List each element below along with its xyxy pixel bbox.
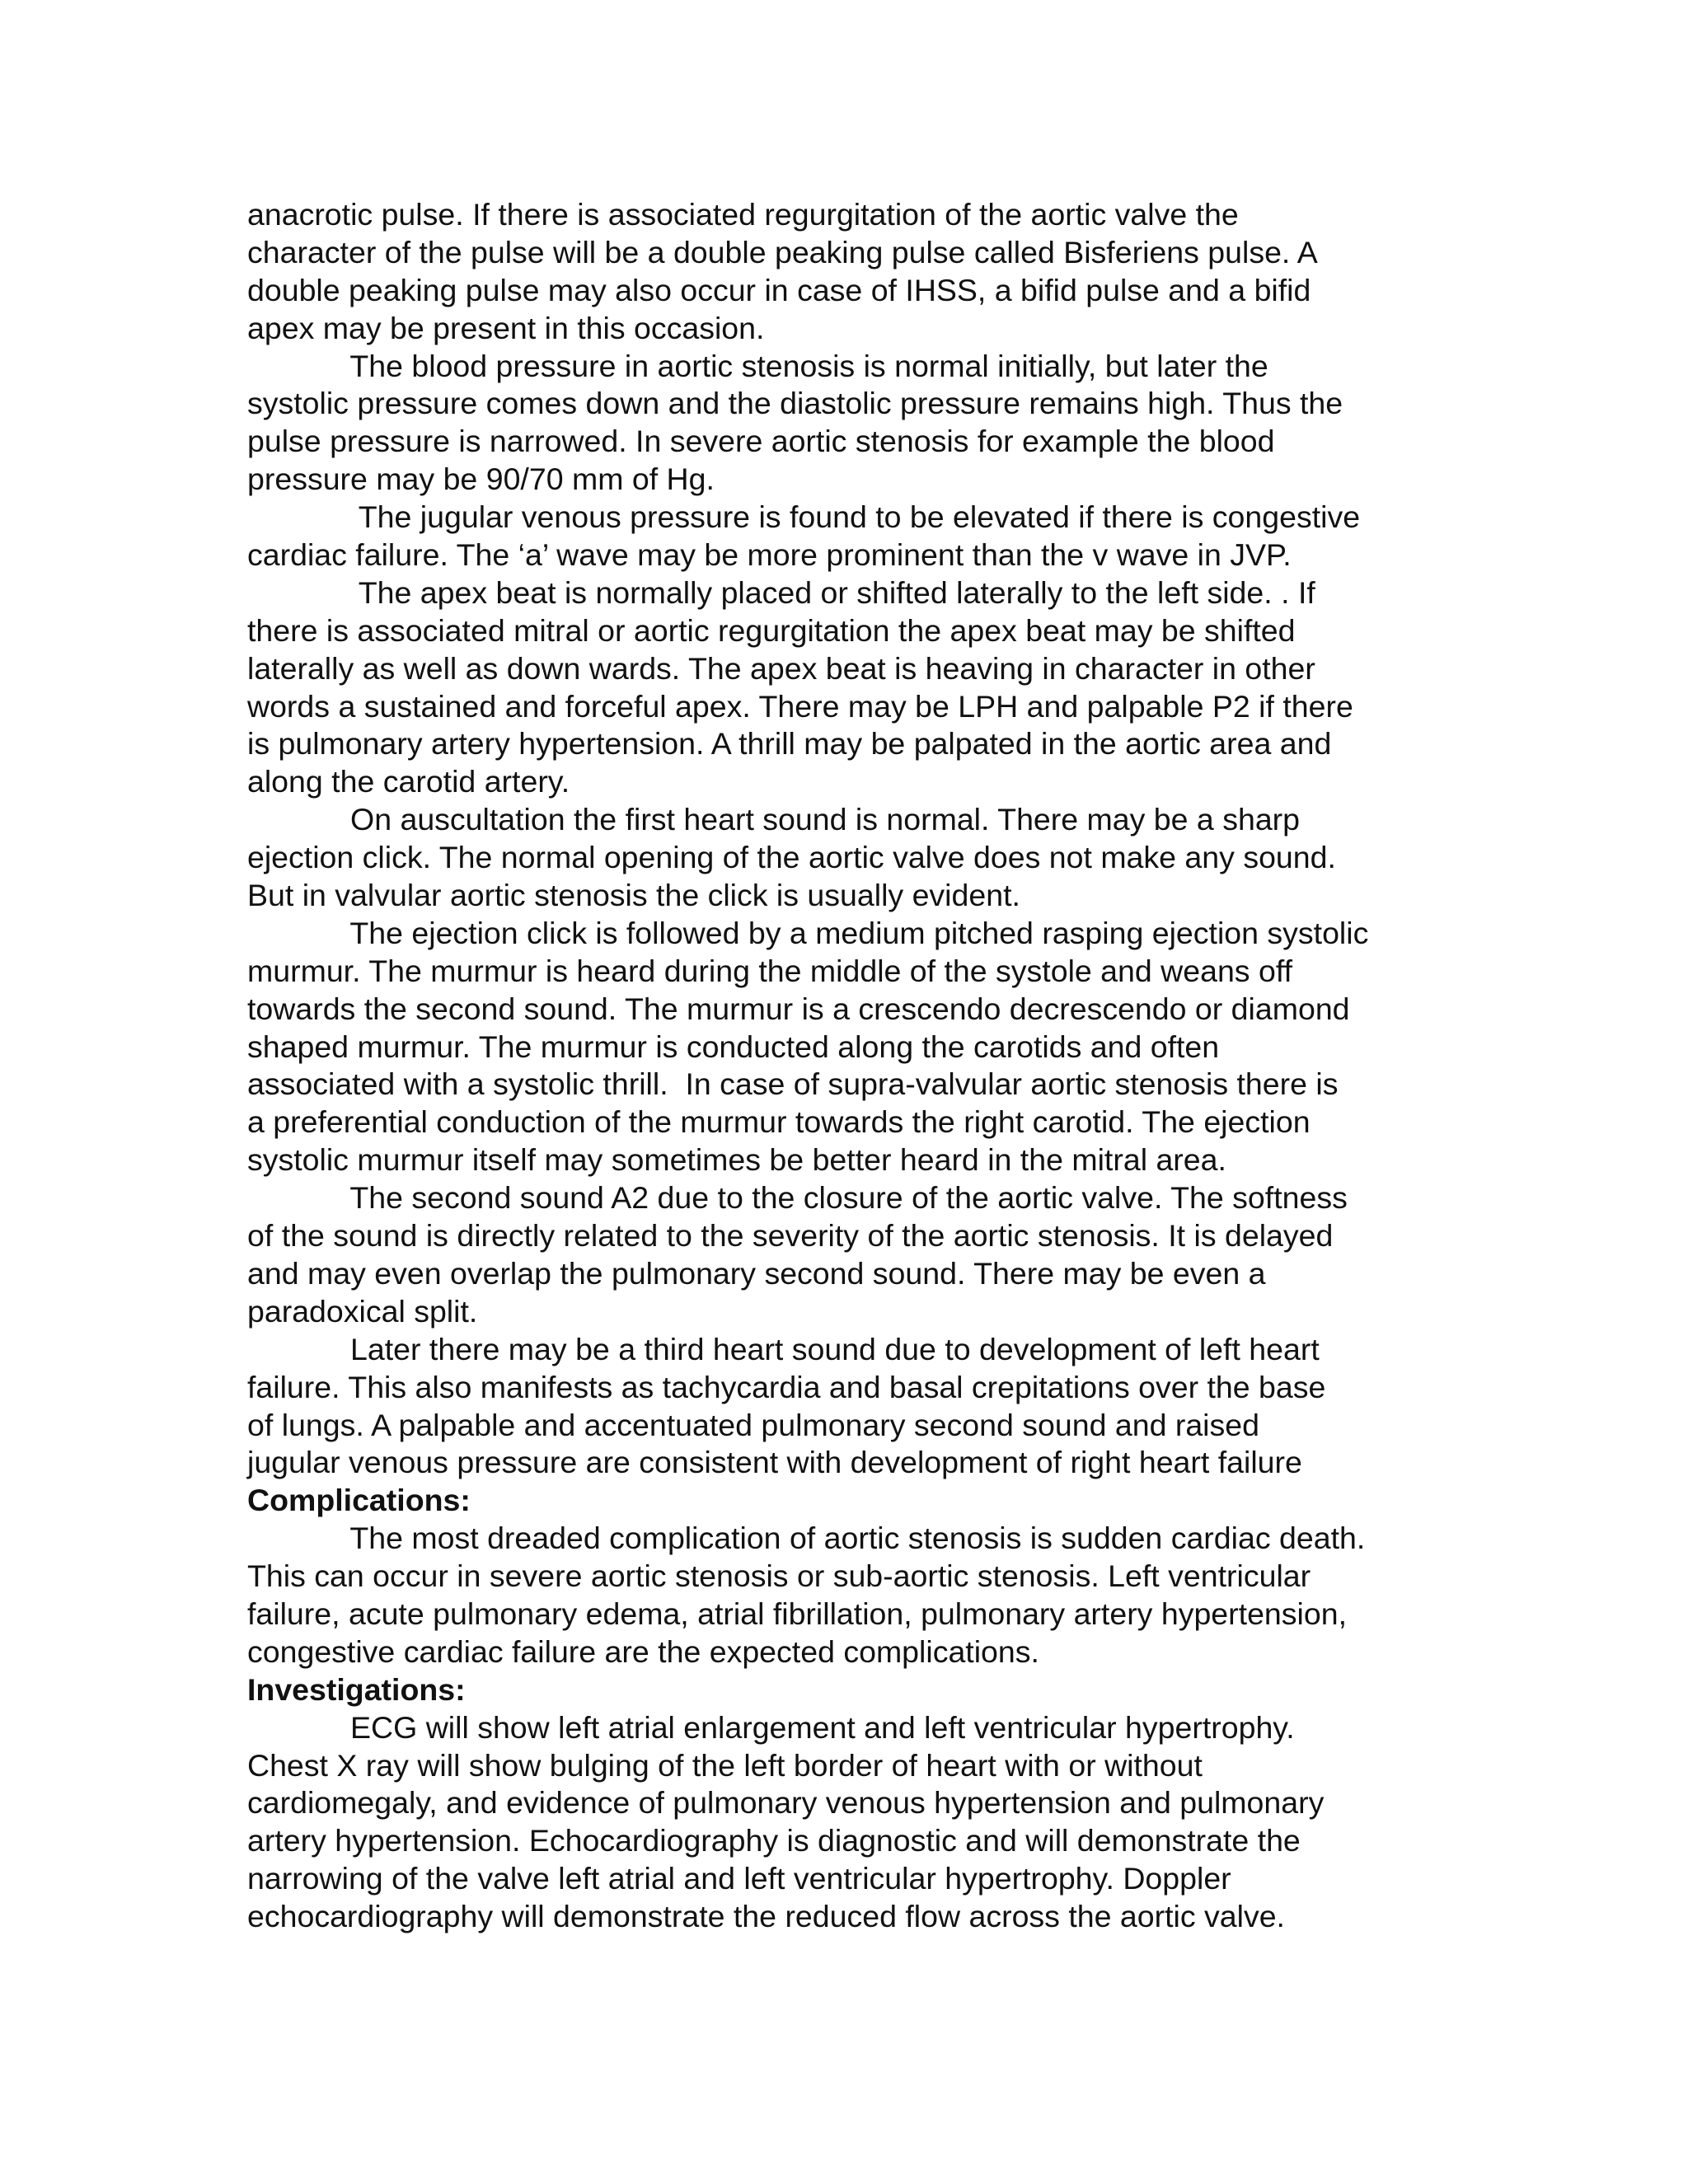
text-line: pressure may be 90/70 mm of Hg. <box>247 462 715 497</box>
text-line: The jugular venous pressure is found to be elevated if there is congestive <box>247 499 1361 535</box>
text-line: a preferential conduction of the murmur towards the right carotid. The ejection <box>247 1104 1311 1140</box>
text-line: towards the second sound. The murmur is a crescendo decrescendo or diamond <box>247 991 1350 1026</box>
text-line: ECG will show left atrial enlargement and left ventricular hypertrophy. <box>247 1709 1295 1745</box>
text-line: apex may be present in this occasion. <box>247 310 765 345</box>
text-line: The apex beat is normally placed or shifted laterally to the left side. . If <box>247 574 1315 610</box>
text-line: words a sustained and forceful apex. There may be LPH and palpable P2 if there <box>247 688 1353 724</box>
text-line: murmur. The murmur is heard during the middle of the systole and weans off <box>247 953 1292 988</box>
text-line: The ejection click is followed by a medium pitched rasping ejection systolic <box>247 915 1369 950</box>
text-line: anacrotic pulse. If there is associated regurgitation of the aortic valve the <box>247 197 1239 232</box>
text-line: and may even overlap the pulmonary second sound. There may be even a <box>247 1255 1266 1291</box>
text-line: associated with a systolic thrill. In case of supra-valvular aortic stenosis there is <box>247 1066 1339 1102</box>
section-heading: Investigations: <box>247 1671 466 1707</box>
text-line: But in valvular aortic stenosis the click is usually evident. <box>247 878 1020 913</box>
text-line: congestive cardiac failure are the expected complications. <box>247 1633 1039 1669</box>
text-line: narrowing of the valve left atrial and left ventricular hypertrophy. Doppler <box>247 1861 1231 1896</box>
text-line: The most dreaded complication of aortic stenosis is sudden cardiac death. <box>247 1521 1366 1556</box>
text-line: character of the pulse will be a double peaking pulse called Bisferiens pulse. A <box>247 234 1318 269</box>
text-line: shaped murmur. The murmur is conducted along the carotids and often <box>247 1029 1220 1064</box>
text-line: pulse pressure is narrowed. In severe aortic stenosis for example the blood <box>247 424 1275 459</box>
text-line: systolic pressure comes down and the diastolic pressure remains high. Thus the <box>247 386 1343 421</box>
text-line: ejection click. The normal opening of the aortic valve does not make any sound. <box>247 840 1336 875</box>
text-line: laterally as well as down wards. The apex beat is heaving in character in other <box>247 650 1315 686</box>
text-line: of lungs. A palpable and accentuated pulmonary second sound and raised <box>247 1407 1259 1442</box>
text-line: echocardiography will demonstrate the reduced flow across the aortic valve. <box>247 1899 1285 1934</box>
text-line: cardiac failure. The ‘a’ wave may be more prominent than the v wave in JVP. <box>247 537 1292 573</box>
text-line: The blood pressure in aortic stenosis is normal initially, but later the <box>247 348 1268 383</box>
text-line: systolic murmur itself may sometimes be better heard in the mitral area. <box>247 1142 1226 1178</box>
text-line: double peaking pulse may also occur in case of IHSS, a bifid pulse and a bifid <box>247 272 1311 307</box>
text-line: along the carotid artery. <box>247 764 570 799</box>
text-line: paradoxical split. <box>247 1293 478 1329</box>
text-line: there is associated mitral or aortic regurgitation the apex beat may be shifted <box>247 612 1296 648</box>
text-line: failure. This also manifests as tachycardia and basal crepitations over the base <box>247 1369 1326 1404</box>
document-body <box>247 196 1467 1936</box>
section-heading: Complications: <box>247 1483 471 1518</box>
text-line: of the sound is directly related to the severity of the aortic stenosis. It is delayed <box>247 1218 1334 1254</box>
text-line: artery hypertension. Echocardiography is diagnostic and will demonstrate the <box>247 1823 1301 1858</box>
text-line: cardiomegaly, and evidence of pulmonary venous hypertension and pulmonary <box>247 1785 1325 1821</box>
text-line: jugular venous pressure are consistent with development of right heart failure <box>247 1445 1302 1480</box>
text-line: Chest X ray will show bulging of the left border of heart with or without <box>247 1747 1203 1783</box>
text-line: The second sound A2 due to the closure of the aortic valve. The softness <box>247 1180 1348 1216</box>
text-line: Later there may be a third heart sound due to development of left heart <box>247 1331 1320 1366</box>
text-line: On auscultation the first heart sound is normal. There may be a sharp <box>247 802 1301 837</box>
text-line: This can occur in severe aortic stenosis or sub-aortic stenosis. Left ventricular <box>247 1558 1311 1594</box>
text-line: is pulmonary artery hypertension. A thrill may be palpated in the aortic area and <box>247 726 1332 762</box>
text-line: failure, acute pulmonary edema, atrial fibrillation, pulmonary artery hypertension, <box>247 1596 1347 1631</box>
